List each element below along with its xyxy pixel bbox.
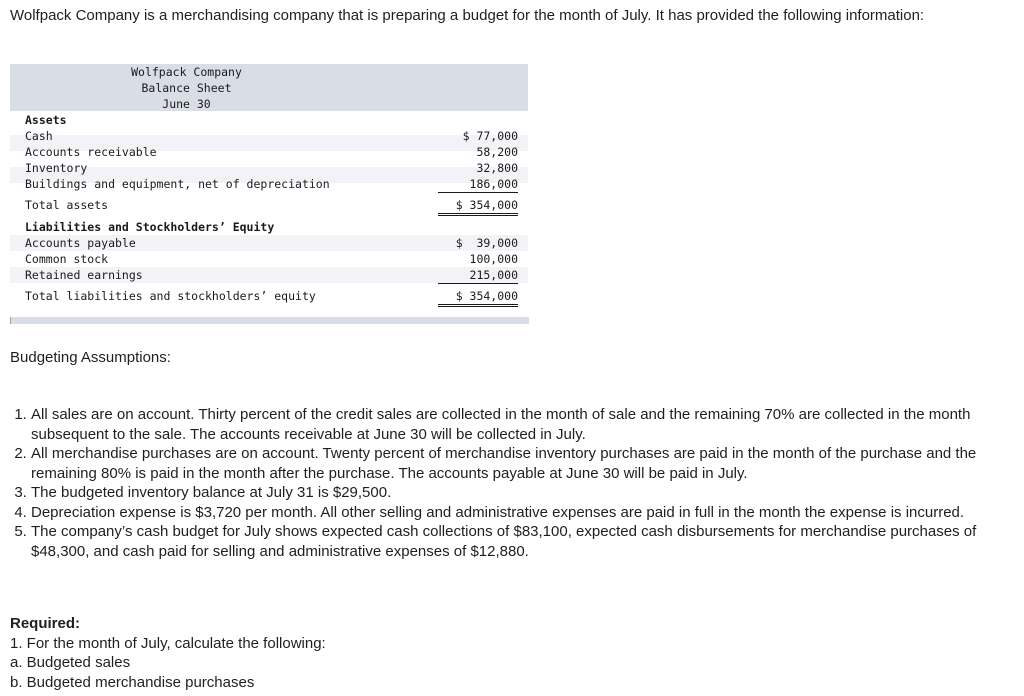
- required-line: 1. For the month of July, calculate the following:: [10, 634, 326, 652]
- assumption-item: 5. The company’s cash budget for July shows expected cash collections of $83,100, expected cash disbursements for merchandise purchases of $48,300, and cash paid for selling and administrative expenses of $12,880.: [31, 522, 1024, 561]
- inventory-label: Inventory: [25, 161, 88, 175]
- liabilities-heading: Liabilities and Stockholders’ Equity: [25, 220, 275, 234]
- assumptions-list: [10, 405, 1024, 561]
- company-name: Wolfpack Company: [131, 65, 242, 79]
- buildings-label: Buildings and equipment, net of depreciation: [25, 177, 330, 191]
- balance-sheet-header: [10, 64, 528, 111]
- cash-value: $ 77,000: [462, 129, 518, 143]
- assets-heading: Assets: [25, 113, 67, 127]
- accounts-receivable-value: 58,200: [476, 145, 518, 159]
- retained-earnings-label: Retained earnings: [25, 268, 143, 282]
- accounts-payable-label: Accounts payable: [25, 236, 136, 250]
- accounts-receivable-label: Accounts receivable: [25, 145, 157, 159]
- intro-paragraph: Wolfpack Company is a merchandising company that is preparing a budget for the month of July. It has provided the following information:: [10, 7, 925, 24]
- total-liabilities-equity-label: Total liabilities and stockholders’ equity: [25, 289, 316, 303]
- total-liabilities-equity-value: $ 354,000: [438, 288, 518, 307]
- assumptions-title: Budgeting Assumptions:: [10, 349, 171, 366]
- statement-title: Balance Sheet: [141, 81, 232, 95]
- inventory-value: 32,800: [476, 161, 518, 175]
- total-assets-value: $ 354,000: [438, 197, 518, 216]
- total-assets-label: Total assets: [25, 198, 109, 212]
- cash-label: Cash: [25, 129, 53, 143]
- required-heading: Required:: [10, 615, 81, 632]
- assumption-item: 1. All sales are on account. Thirty percent of the credit sales are collected in the month of sale and the remaining 70% are collected in the month subsequent to the sale. The accounts receivable at June 30 will be collected in July.: [31, 405, 1024, 444]
- common-stock-value: 100,000: [469, 252, 518, 266]
- required-line: b. Budgeted merchandise purchases: [10, 673, 255, 691]
- common-stock-label: Common stock: [25, 252, 109, 266]
- assumption-item: 3. The budgeted inventory balance at July 31 is $29,500.: [31, 483, 1024, 503]
- required-line: a. Budgeted sales: [10, 654, 131, 671]
- statement-date: June 30: [162, 97, 211, 111]
- required-section: [10, 614, 326, 692]
- assumption-item: 4. Depreciation expense is $3,720 per month. All other selling and administrative expenses are paid in full in the month the expense is incurred.: [31, 503, 1024, 523]
- accounts-payable-value: $ 39,000: [455, 236, 518, 250]
- retained-earnings-value: 215,000: [438, 267, 518, 284]
- buildings-value: 186,000: [438, 176, 518, 193]
- assumption-item: 2. All merchandise purchases are on account. Twenty percent of merchandise inventory purchases are paid in the month of the purchase and the remaining 80% is paid in the month after the purchase. The accounts payable at June 30 will be paid in July.: [31, 444, 1024, 483]
- balance-sheet-footer: [10, 317, 529, 324]
- balance-sheet: [10, 64, 528, 324]
